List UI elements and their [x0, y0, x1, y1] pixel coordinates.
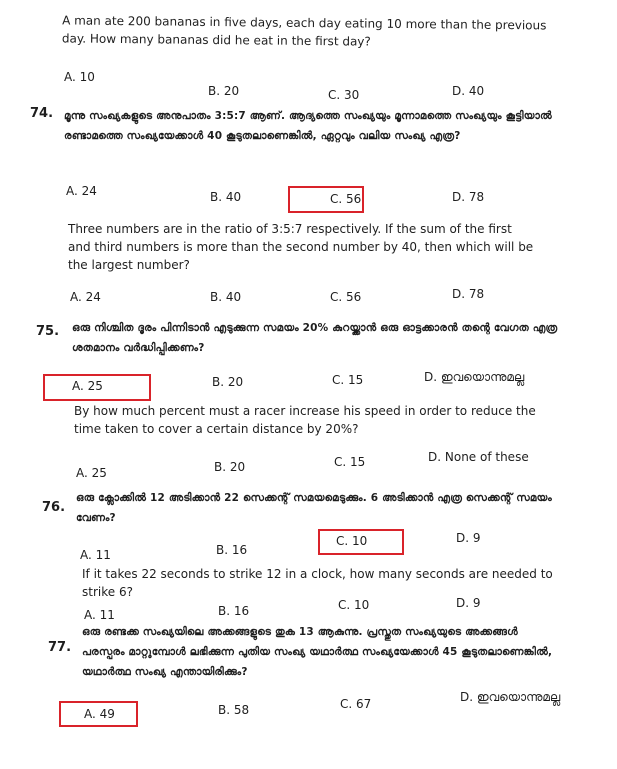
- q74-en-option-b: B. 40: [210, 290, 242, 304]
- q74-ml-option-b: B. 40: [210, 190, 242, 204]
- q76-en-option-d: D. 9: [456, 596, 481, 610]
- q76-ml-option-d: D. 9: [456, 531, 481, 545]
- q74-english-text: Three numbers are in the ratio of 3:5:7 respectively. If the sum of the first and third numbers is more than the second number by 40, then which will be the largest number?: [68, 222, 534, 272]
- q75-english-text: By how much percent must a racer increase his speed in order to reduce the time taken to cover a certain distance by 20%?: [74, 404, 536, 436]
- q77-number: 77.: [48, 640, 72, 655]
- q76-ml-option-a: A. 11: [80, 548, 111, 562]
- q75-ml-option-d: D. ഇവയൊന്നുമല്ല: [424, 370, 525, 384]
- q74-ml-option-a: A. 24: [66, 184, 97, 198]
- q73-option-a: A. 10: [64, 70, 95, 84]
- q76-ml-option-b: B. 16: [216, 543, 248, 557]
- q77-ml-option-b: B. 58: [218, 703, 250, 717]
- q73-option-c: C. 30: [328, 88, 360, 102]
- q74-en-option-d: D. 78: [452, 287, 485, 301]
- q76-en-option-a: A. 11: [84, 608, 115, 622]
- q74-en-option-c: C. 56: [330, 290, 362, 304]
- q74-malayalam-text: മൂന്നു സംഖ്യകളുടെ അനുപാതം 3:5:7 ആണ്. ആദ്യത്തെ സംഖ്യയും മൂന്നാമത്തെ സംഖ്യയും കൂട്ടിയാൽ രണ്ടാമത്തെ സംഖ്യയേക്കാൾ 40 കൂടുതലാണെങ്കിൽ, ഏറ്റവും വലിയ സംഖ്യ എത്ര?: [64, 110, 552, 142]
- q75-ml-option-c: C. 15: [332, 373, 364, 387]
- q76-english-text: If it takes 22 seconds to strike 12 in a clock, how many seconds are needed to strike 6?: [82, 567, 553, 599]
- q75-ml-option-a: A. 25: [72, 379, 103, 393]
- q75-ml-option-b: B. 20: [212, 375, 244, 389]
- q74-number: 74.: [30, 106, 54, 121]
- q73-english-text: A man ate 200 bananas in five days, each day eating 10 more than the previous day. How many bananas did he eat in the first day?: [61, 13, 547, 49]
- q73-option-d: D. 40: [452, 84, 485, 98]
- q76-en-option-b: B. 16: [218, 604, 250, 618]
- q75-en-option-c: C. 15: [334, 455, 366, 469]
- q77-ml-option-d: D. ഇവയൊന്നുമല്ല: [460, 690, 561, 704]
- q74-ml-option-d: D. 78: [452, 190, 485, 204]
- q77-ml-option-c: C. 67: [340, 697, 372, 711]
- q75-malayalam-text: ഒരു നിശ്ചിത ദൂരം പിന്നിടാൻ എടുക്കുന്ന സമയം 20% കുറയ്ക്കാൻ ഒരു ഓട്ടക്കാരൻ തന്റെ വേഗത എത്ര ശതമാനം വർദ്ധിപ്പിക്കണം?: [72, 322, 558, 354]
- q76-ml-option-c: C. 10: [336, 534, 368, 548]
- q74-en-option-a: A. 24: [70, 290, 101, 304]
- q74-ml-option-c: C. 56: [330, 192, 362, 206]
- q77-ml-option-a: A. 49: [84, 707, 115, 721]
- q75-en-option-d: D. None of these: [428, 450, 529, 464]
- q75-en-option-a: A. 25: [76, 466, 107, 480]
- q77-malayalam-text: ഒരു രണ്ടക്ക സംഖ്യയിലെ അക്കങ്ങളുടെ തുക 13 ആകുന്നു. പ്രസ്തുത സംഖ്യയുടെ അക്കങ്ങൾ പരസ്പരം മാറ്റുമ്പോൾ ലഭിക്കുന്ന പുതിയ സംഖ്യ യഥാർത്ഥ സംഖ്യയേക്കാൾ 45 കൂടുതലാണെങ്കിൽ, യഥാർത്ഥ സംഖ്യ എന്തായിരിക്കും?: [82, 626, 553, 678]
- q74-answer-highlight: [288, 186, 364, 213]
- q76-malayalam-text: ഒരു ക്ലോക്കിൽ 12 അടിക്കാൻ 22 സെക്കന്റ് സമയമെടുക്കും. 6 അടിക്കാൻ എത്ര സെക്കന്റ് സമയം വേണം?: [76, 492, 552, 524]
- q76-number: 76.: [42, 500, 66, 515]
- q73-option-b: B. 20: [208, 84, 240, 98]
- q76-en-option-c: C. 10: [338, 598, 370, 612]
- q75-en-option-b: B. 20: [214, 460, 246, 474]
- q75-number: 75.: [36, 324, 60, 339]
